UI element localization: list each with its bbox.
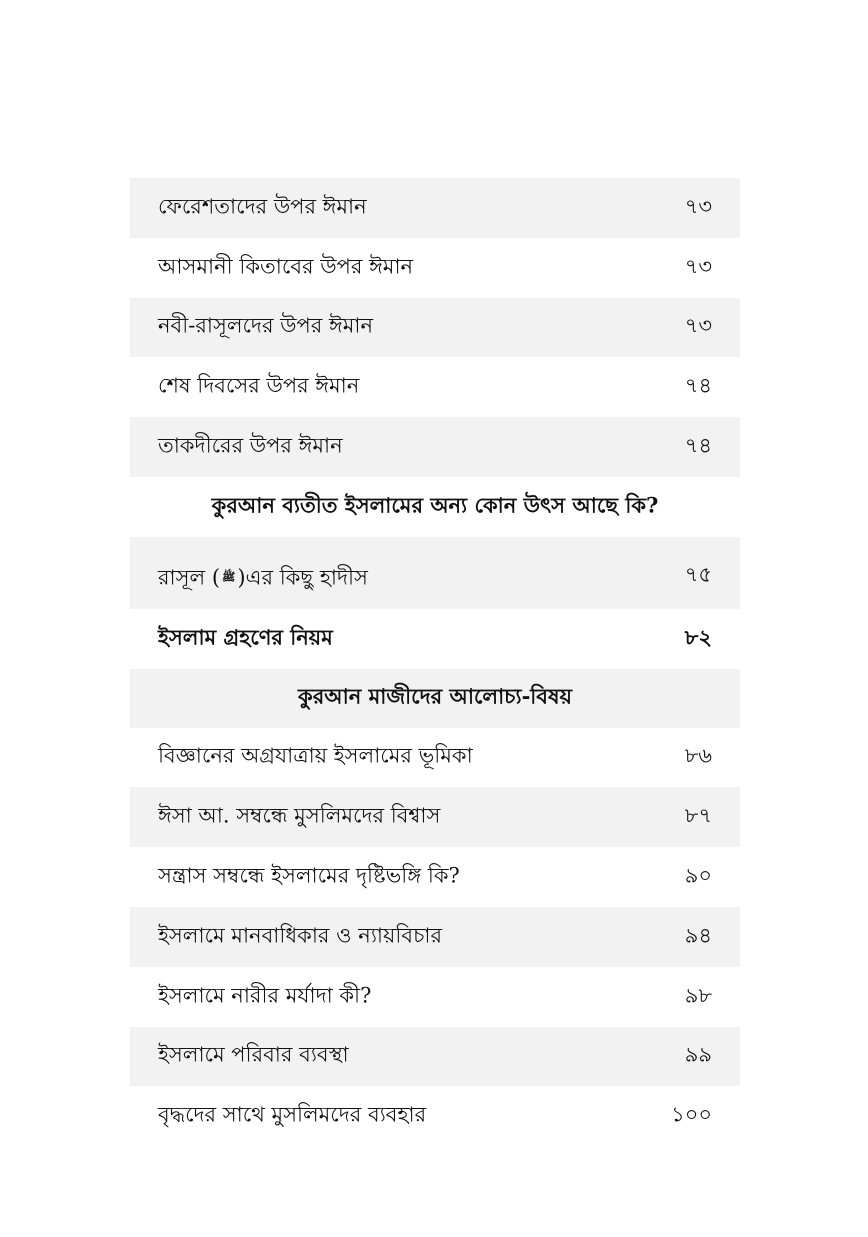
toc-entry-title: ইসলামে নারীর মর্যাদা কী?	[158, 983, 372, 1008]
toc-entry-page: ৭৫	[684, 562, 712, 587]
toc-entry-page: ৮২	[684, 624, 712, 650]
section-heading-sources	[130, 477, 740, 537]
toc-entry-title: ইসলামে মানবাধিকার ও ন্যায়বিচার	[158, 923, 443, 948]
toc-row	[130, 298, 740, 358]
toc-row	[130, 787, 740, 847]
toc-row	[130, 178, 740, 238]
toc-entry-title: ফেরেশতাদের উপর ঈমান	[158, 194, 367, 219]
toc-entry-title: শেষ দিবসের উপর ঈমান	[158, 373, 360, 398]
toc-entry-title: বৃদ্ধদের সাথে মুসলিমদের ব্যবহার	[158, 1102, 427, 1127]
toc-entry-page: ৭৪	[684, 373, 712, 398]
toc-row-hadith	[130, 537, 740, 609]
toc-entry-title: বিজ্ঞানের অগ্রযাত্রায় ইসলামের ভূমিকা	[158, 743, 473, 768]
toc-row	[130, 1086, 740, 1146]
hadith-prefix: রাসূল (	[158, 565, 221, 590]
toc-row	[130, 357, 740, 417]
toc-row	[130, 1027, 740, 1087]
toc-row	[130, 907, 740, 967]
toc-entry-page: ৭৩	[684, 254, 712, 279]
section-heading-text: কুরআন ব্যতীত ইসলামের অন্য কোন উৎস আছে কি?	[211, 492, 659, 518]
toc-entry-page: ৭৪	[684, 433, 712, 458]
toc-entry-page: ৭৩	[684, 313, 712, 338]
toc-row	[130, 417, 740, 477]
toc-entry-title: ইসলামে পরিবার ব্যবস্থা	[158, 1042, 349, 1067]
toc-entry-title: ঈসা আ. সম্বন্ধে মুসলিমদের বিশ্বাস	[158, 803, 441, 828]
toc-entry-page: ৮৬	[684, 743, 712, 768]
section-heading-text: কুরআন মাজীদের আলোচ্য-বিষয়	[298, 683, 572, 709]
toc-entry-page: ৯০	[684, 863, 712, 888]
toc-row	[130, 847, 740, 907]
toc-entry-page: ৮৭	[684, 803, 712, 828]
toc-entry-title: আসমানী কিতাবের উপর ঈমান	[158, 254, 414, 279]
toc-entry-page: ৯৯	[684, 1042, 712, 1067]
toc-entry-title: নবী-রাসূলদের উপর ঈমান	[158, 313, 374, 338]
toc-entry-title	[158, 561, 368, 596]
toc-row	[130, 967, 740, 1027]
table-of-contents	[130, 178, 740, 1146]
toc-row	[130, 238, 740, 298]
toc-entry-page: ১০০	[671, 1102, 712, 1127]
toc-entry-page: ৯৪	[684, 923, 712, 948]
toc-entry-page: ৯৮	[684, 983, 712, 1008]
toc-row	[130, 728, 740, 788]
toc-entry-page: ৭৩	[684, 194, 712, 219]
hadith-suffix: )এর কিছু হাদীস	[237, 565, 368, 590]
toc-entry-title: ইসলাম গ্রহণের নিয়ম	[158, 624, 333, 650]
section-heading-subjects	[130, 669, 740, 728]
toc-entry-title: সন্ত্রাস সম্বন্ধে ইসলামের দৃষ্টিভঙ্গি কি?	[158, 863, 460, 888]
toc-entry-title: তাকদীরের উপর ঈমান	[158, 433, 343, 458]
toc-row-rules	[130, 609, 740, 669]
salutation-glyph: ﷺ	[222, 570, 236, 584]
